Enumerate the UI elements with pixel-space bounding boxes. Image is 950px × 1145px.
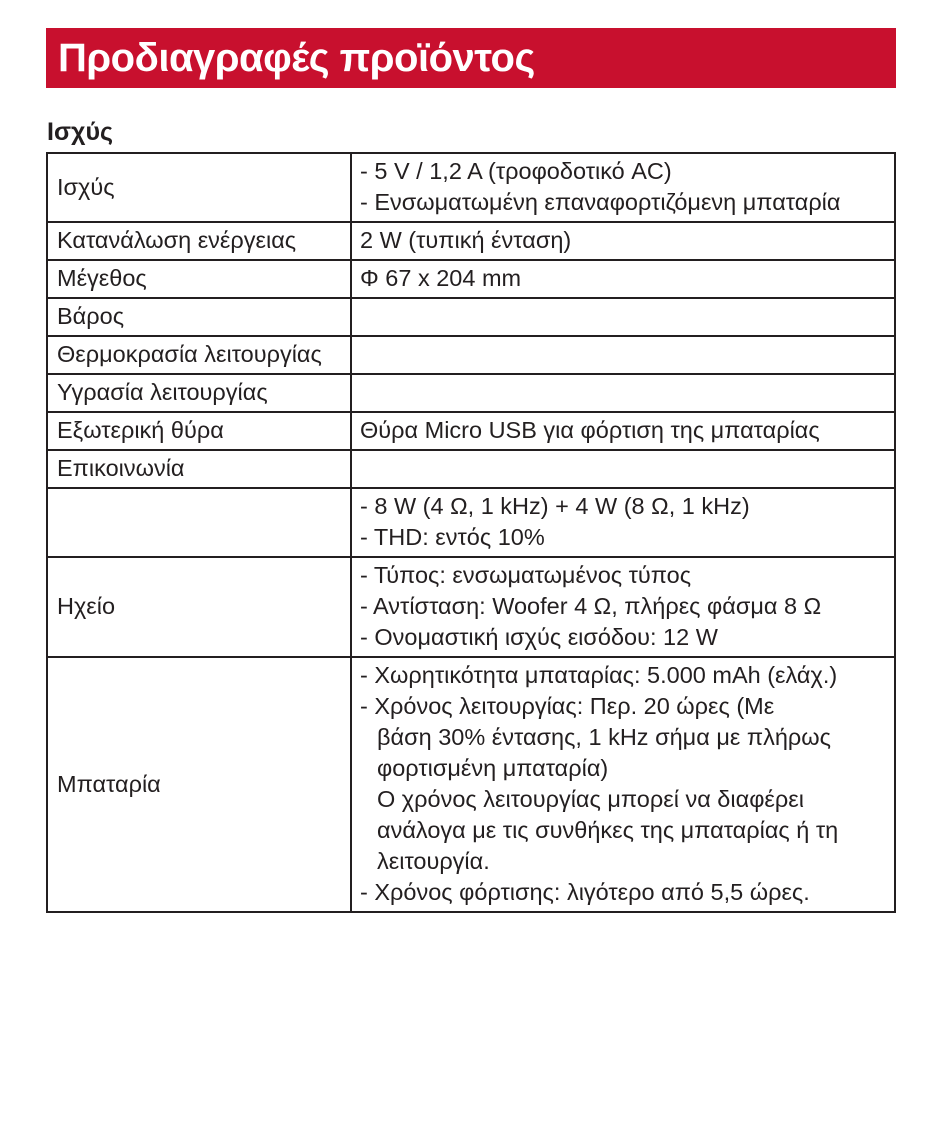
table-row bbox=[47, 336, 895, 374]
row-label: Υγρασία λειτουργίας bbox=[47, 374, 351, 412]
section-heading: Ισχύς bbox=[47, 118, 113, 146]
value-line: - Χρόνος λειτουργίας: Περ. 20 ώρες (Με bbox=[360, 693, 775, 719]
row-value bbox=[351, 298, 895, 336]
value-line: - 5 V / 1,2 A (τροφοδοτικό AC) bbox=[360, 158, 672, 184]
value-line: - 8 W (4 Ω, 1 kHz) + 4 W (8 Ω, 1 kHz) bbox=[360, 493, 750, 519]
row-label bbox=[47, 488, 351, 557]
row-value bbox=[351, 488, 895, 557]
row-value bbox=[351, 450, 895, 488]
row-label: Κατανάλωση ενέργειας bbox=[47, 222, 351, 260]
row-label: Μέγεθος bbox=[47, 260, 351, 298]
row-value bbox=[351, 374, 895, 412]
row-value bbox=[351, 336, 895, 374]
page-title: Προδιαγραφές προϊόντος bbox=[58, 36, 535, 80]
value-line: - Τύπος: ενσωματωμένος τύπος bbox=[360, 562, 692, 588]
value-line: 2 W (τυπική ένταση) bbox=[360, 227, 572, 253]
value-line: ανάλογα με τις συνθήκες της μπαταρίας ή τη bbox=[377, 817, 839, 843]
value-line: Φ 67 x 204 mm bbox=[360, 265, 522, 291]
table-row bbox=[47, 657, 895, 912]
value-line: - THD: εντός 10% bbox=[360, 524, 545, 550]
row-value bbox=[351, 412, 895, 450]
table-row bbox=[47, 222, 895, 260]
value-line: φορτισμένη μπαταρία) bbox=[377, 755, 609, 781]
row-label: Επικοινωνία bbox=[47, 450, 351, 488]
row-value bbox=[351, 657, 895, 912]
table-row bbox=[47, 260, 895, 298]
table-row bbox=[47, 153, 895, 222]
value-line: Θύρα Micro USB για φόρτιση της μπαταρίας bbox=[360, 417, 820, 443]
table-row bbox=[47, 374, 895, 412]
table-row bbox=[47, 298, 895, 336]
row-value bbox=[351, 260, 895, 298]
row-label: Μπαταρία bbox=[47, 657, 351, 912]
table-row bbox=[47, 488, 895, 557]
value-line: - Χωρητικότητα μπαταρίας: 5.000 mAh (ελάχ.) bbox=[360, 662, 838, 688]
value-line: βάση 30% έντασης, 1 kHz σήμα με πλήρως bbox=[377, 724, 831, 750]
table-row bbox=[47, 412, 895, 450]
table-row bbox=[47, 557, 895, 657]
row-label: Βάρος bbox=[47, 298, 351, 336]
row-label: Εξωτερική θύρα bbox=[47, 412, 351, 450]
specifications-table bbox=[46, 152, 896, 913]
value-line: - Ενσωματωμένη επαναφορτιζόμενη μπαταρία bbox=[360, 189, 841, 215]
row-value bbox=[351, 153, 895, 222]
row-label: Θερμοκρασία λειτουργίας bbox=[47, 336, 351, 374]
value-line: λειτουργία. bbox=[377, 848, 490, 874]
row-label: Ηχείο bbox=[47, 557, 351, 657]
value-line: - Αντίσταση: Woofer 4 Ω, πλήρες φάσμα 8 Ω bbox=[360, 593, 822, 619]
row-value bbox=[351, 557, 895, 657]
row-label: Ισχύς bbox=[47, 153, 351, 222]
value-line: - Χρόνος φόρτισης: λιγότερο από 5,5 ώρες. bbox=[360, 879, 810, 905]
title-bar bbox=[46, 28, 896, 88]
row-value bbox=[351, 222, 895, 260]
table-row bbox=[47, 450, 895, 488]
value-line: Ο χρόνος λειτουργίας μπορεί να διαφέρει bbox=[377, 786, 804, 812]
value-line: - Ονομαστική ισχύς εισόδου: 12 W bbox=[360, 624, 718, 650]
